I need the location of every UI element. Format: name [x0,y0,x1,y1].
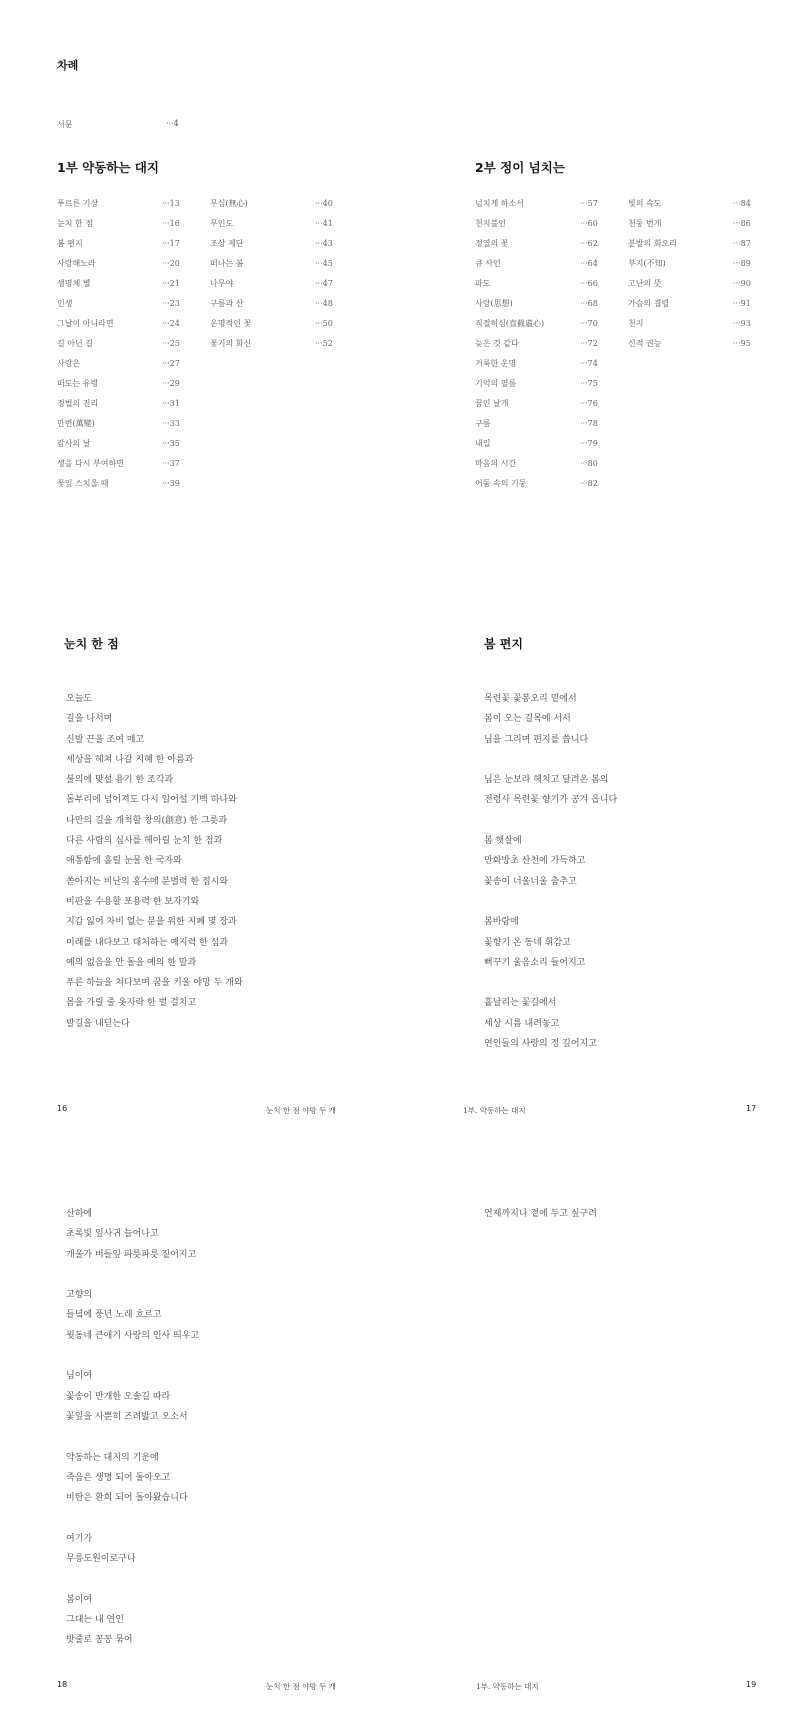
poem-title-nunchi: 눈치 한 점 [64,637,119,651]
poem-line: 연인들의 사랑의 정 깊어지고 [484,1039,597,1050]
poem-line: 불의에 맞설 용기 한 조각과 [66,775,174,786]
toc-entry-title: 사랑(思想) [475,299,513,308]
toc-entry [628,338,768,358]
toc-entry-title: 고난의 뜻 [628,279,662,288]
poem-body-bom-pyeonji [484,693,617,1058]
running-footer-right-1: 1부. 약동하는 대지 [463,1106,526,1115]
toc-entry [475,438,615,458]
toc-entry-title: 늦은 것 같다 [475,339,519,348]
toc-entry-page: ···79 [580,439,598,448]
stanza-break [66,1269,199,1289]
poem-line: 들녘에 풍년 노래 흐르고 [66,1310,162,1321]
toc-entry [628,258,768,278]
toc-entry-title: 무심(無心) [210,199,248,208]
toc-entry-page: ···20 [162,259,180,268]
poem-line: 비탄은 환희 되어 돌아왔습니다 [66,1493,188,1504]
toc-entry-title: 꽃기의 화신 [210,339,252,348]
stanza-break [66,1512,199,1532]
part1-heading: 1부 약동하는 대지 [57,160,159,175]
poem-line: 비판을 수용할 포용력 한 보자기와 [66,896,200,907]
toc-entry-title: 부지(不知) [628,259,666,268]
toc-entry-title: 어둠 속의 기둥 [475,479,527,488]
toc-entry [57,438,197,458]
toc-entry-title: 사랑은 [57,359,81,368]
stanza-break [484,977,617,997]
poem-line: 예의 없음을 안 돌을 예의 한 말과 [66,957,197,968]
stanza-break [66,1431,199,1451]
toc-entry-page: ···86 [733,219,751,228]
poem-line: 님이여 [66,1371,93,1382]
toc-entry-page: ···31 [162,399,180,408]
part2-heading: 2부 정이 넘치는 [475,160,565,175]
toc-entry-title: 꽃잎 스치울 때 [57,479,109,488]
toc-entry-page: ···33 [162,419,180,428]
toc-part1-col2 [210,198,350,358]
poem-line: 푸른 하늘을 쳐다보며 꿈을 키울 야망 두 개와 [66,978,243,989]
toc-entry-page: ···70 [580,319,598,328]
toc-entry [628,218,768,238]
poem-line: 그대는 내 연인 [66,1614,124,1625]
toc-entry-page: ···50 [315,319,333,328]
toc-entry [475,378,615,398]
toc-entry [57,218,197,238]
toc-entry-title: 정열의 꽃 [475,239,509,248]
toc-entry [475,298,615,318]
stanza-break [484,896,617,916]
toc-entry-title: 꿈인 날개 [475,399,509,408]
page-number-16: 16 [57,1104,68,1113]
toc-entry-page: ···95 [733,339,751,348]
toc-entry [475,258,615,278]
poem-line: 산하에 [66,1209,93,1219]
running-footer-left-1: 눈치 한 점 야망 두 개 [266,1106,336,1115]
toc-entry-page: ···35 [162,439,180,448]
poem-line: 나만의 길을 개척할 창의(創意) 한 그릇과 [66,815,228,826]
poem-line: 고향의 [66,1290,93,1301]
page-number-17: 17 [746,1104,757,1113]
toc-entry-title: 눈치 한 점 [57,219,93,228]
running-footer-right-2: 1부. 약동하는 대지 [476,1682,539,1691]
toc-entry-page: ···40 [315,199,333,208]
poem-line: 꽃송이 만개한 오솔길 따라 [66,1391,171,1402]
toc-entry-page: ···37 [162,459,180,468]
poem-line: 애통함에 흘릴 눈물 한 국자와 [66,856,182,867]
poem-line: 님은 눈보라 헤치고 달려온 봄의 [484,775,609,786]
toc-entry-title: 내일 [475,439,491,448]
poem-line: 신발 끈을 조여 매고 [66,734,145,745]
poem-title-bom-pyeonji: 봄 편지 [484,637,523,651]
page-number-18: 18 [57,1680,68,1689]
toc-entry [57,338,197,358]
toc-intro-title: 서문 [57,120,73,129]
toc-entry-page: ···39 [162,479,180,488]
toc-entry-title: 정법의 진리 [57,399,99,408]
poem-line: 봄바람에 [484,917,519,928]
stanza-break [66,1573,199,1593]
toc-entry-page: ···87 [733,239,751,248]
toc-entry-page: ···78 [580,419,598,428]
toc-entry-title: 분발의 회오리 [628,239,677,248]
toc-intro-page: ···4 [166,119,179,128]
toc-entry-page: ···47 [315,279,333,288]
toc-entry [475,198,615,218]
toc-entry-title: 빛의 속도 [628,199,662,208]
toc-entry [57,318,197,338]
poem-line: 꽃향기 온 동네 휘감고 [484,937,571,948]
toc-entry-title: 나무야 [210,279,234,288]
toc-entry-page: ···43 [315,239,333,248]
toc-entry-page: ···13 [162,199,180,208]
toc-entry-page: ···84 [733,199,751,208]
toc-entry [475,398,615,418]
toc-entry [475,278,615,298]
toc-entry-page: ···64 [580,259,598,268]
toc-entry-page: ···52 [315,339,333,348]
poem-line: 돌부리에 넘어져도 다시 일어설 기백 하나와 [66,795,237,806]
toc-entry-title: 무인도 [210,219,234,228]
toc-entry [475,458,615,478]
poem-line: 목련꽃 꽃봉오리 밑에서 [484,694,577,704]
toc-entry-page: ···60 [580,219,598,228]
toc-entry [210,218,350,238]
toc-entry-title: 가슴의 결렬 [628,299,670,308]
toc-entry [628,238,768,258]
poem-line: 개울가 버들잎 파릇파릇 짙어지고 [66,1249,197,1260]
toc-entry-page: ···17 [162,239,180,248]
toc-entry-page: ···21 [162,279,180,288]
toc-entry [475,418,615,438]
toc-entry-title: 신적 권능 [628,339,662,348]
toc-entry-title: 구름 [475,419,491,428]
toc-entry [57,398,197,418]
toc-entry-title: 떠나는 봄 [210,259,244,268]
toc-entry-page: ···89 [733,259,751,268]
toc-entry-page: ···45 [315,259,333,268]
poem-line: 약동하는 대지의 기운에 [66,1452,159,1463]
toc-entry-title: 봄 편지 [57,239,83,248]
toc-entry [210,198,350,218]
toc-entry [210,238,350,258]
toc-entry-title: 만변(萬變) [57,419,95,428]
toc-entry-page: ···62 [580,239,598,248]
toc-entry-page: ···75 [580,379,598,388]
stanza-break [484,815,617,835]
toc-entry [57,278,197,298]
poem-line: 흩날리는 꽃길에서 [484,998,557,1009]
page-number-19: 19 [746,1680,757,1689]
toc-entry-page: ···24 [162,319,180,328]
poem-line: 윗동네 큰애기 사랑의 인사 띄우고 [66,1330,200,1341]
toc-entry-title: 길 아닌 길 [57,339,93,348]
toc-entry [475,238,615,258]
toc-entry [628,278,768,298]
toc-entry-page: ···93 [733,319,751,328]
toc-entry-page: ···29 [162,379,180,388]
toc-entry [475,218,615,238]
toc-entry-page: ···90 [733,279,751,288]
toc-entry-title: 사랑해노라 [57,259,96,268]
toc-entry [475,358,615,378]
toc-entry-title: 떠도는 유령 [57,379,99,388]
toc-entry-title: 넘치게 하소서 [475,199,524,208]
toc-entry-title: 감사의 날 [57,439,91,448]
toc-entry-title: 천지 [628,319,644,328]
toc-entry-title: 천둥 번개 [628,219,662,228]
toc-entry [475,318,615,338]
poem-line: 세상 시름 내려놓고 [484,1018,560,1029]
poem-line: 발길을 내딛는다 [66,1018,130,1029]
toc-entry [57,478,197,498]
poem-line: 오늘도 [66,694,93,704]
toc-entry [628,298,768,318]
poem-line: 죽음은 생명 되어 돌아오고 [66,1472,171,1483]
toc-entry-title: 그날이 아니라면 [57,319,114,328]
toc-entry-page: ···23 [162,299,180,308]
poem-line: 님을 그리며 편지를 씁니다 [484,734,589,745]
toc-entry-title: 마음의 시간 [475,459,517,468]
poem-line: 몸을 가릴 줄 옷자락 한 벌 걸치고 [66,998,197,1009]
toc-entry [475,338,615,358]
toc-entry [57,458,197,478]
stanza-break [484,754,617,774]
poem-line: 세상을 헤쳐 나갈 지혜 한 아름과 [66,754,194,765]
toc-entry [57,298,197,318]
toc-entry [628,318,768,338]
toc-entry-page: ···66 [580,279,598,288]
poem-line: 초록빛 잎사귀 늘어나고 [66,1229,159,1240]
toc-entry-title: 거룩한 운명 [475,359,517,368]
toc-entry-page: ···27 [162,359,180,368]
toc-entry-title: 파도 [475,279,491,288]
toc-entry [475,478,615,498]
toc-entry-page: ···91 [733,299,751,308]
toc-entry [57,358,197,378]
toc-entry-title: 인생 [57,299,73,308]
poem-line: 봄이여 [66,1594,93,1605]
toc-part2-col1 [475,198,615,498]
poem-body-continued-left [66,1208,199,1655]
toc-entry [57,258,197,278]
poem-line: 꽃송이 너울너울 춤추고 [484,876,577,887]
toc-entry-title: 구름과 산 [210,299,244,308]
toc-entry [210,298,350,318]
toc-entry [210,338,350,358]
stanza-break [66,1350,199,1370]
toc-entry [210,318,350,338]
toc-entry-page: ···16 [162,219,180,228]
toc-entry-page: ···41 [315,219,333,228]
poem-body-continued-right [484,1208,597,1228]
toc-entry-title: 기억의 필름 [475,379,517,388]
toc-entry-page: ···57 [580,199,598,208]
poem-line: 미래를 내다보고 대처하는 예지력 한 섬과 [66,937,229,948]
toc-entry-page: ···25 [162,339,180,348]
poem-body-nunchi [66,693,243,1038]
toc-entry-page: ···72 [580,339,598,348]
poem-line: 언제까지나 곁에 두고 싶구려 [484,1209,597,1219]
toc-entry-title: 생명체 별 [57,279,91,288]
toc-entry-page: ···76 [580,399,598,408]
toc-entry-title: 천지불인 [475,219,506,228]
poem-line: 전령사 목련꽃 향기가 공겨 옵니다 [484,795,618,806]
toc-entry-title: 조상 제단 [210,239,244,248]
poem-line: 길을 나서며 [66,714,113,725]
toc-entry-page: ···48 [315,299,333,308]
toc-part1-col1 [57,198,197,498]
poem-line: 지갑 잃어 차비 없는 분을 위한 지폐 몇 장과 [66,917,237,928]
poem-line: 여기가 [66,1533,93,1544]
poem-line: 뻐꾸기 울음소리 들어지고 [484,957,586,968]
toc-entry [57,378,197,398]
toc-entry-title: 생을 다시 부여하면 [57,459,124,468]
poem-line: 밧줄로 꽁꽁 묶어 [66,1635,133,1646]
toc-part2-col2 [628,198,768,358]
poem-line: 만화방초 산천에 가득하고 [484,856,586,867]
toc-entry [57,238,197,258]
toc-entry-title: 직절허심(直截虛心) [475,319,545,328]
toc-entry-page: ···82 [580,479,598,488]
poem-line: 쏟아지는 비난의 홍수에 분별력 한 접시와 [66,876,229,887]
poem-line: 다른 사람의 심사를 헤아릴 눈치 한 점과 [66,836,223,847]
toc-entry-title: 푸르른 기상 [57,199,99,208]
toc-entry [210,278,350,298]
toc-entry-title: 큐 사인 [475,259,501,268]
running-footer-left-2: 눈치 한 점 야망 두 개 [266,1682,336,1691]
toc-entry [57,418,197,438]
toc-entry-title: 운명적인 꽃 [210,319,252,328]
poem-line: 봄 햇살에 [484,836,522,847]
toc-title: 차례 [57,59,79,72]
toc-entry-page: ···68 [580,299,598,308]
toc-entry-page: ···80 [580,459,598,468]
poem-line: 봄이 오는 길목에 서서 [484,714,571,725]
toc-entry [210,258,350,278]
toc-entry [57,198,197,218]
poem-line: 무릉도원이로구나 [66,1554,136,1565]
toc-entry [628,198,768,218]
toc-entry-page: ···74 [580,359,598,368]
poem-line: 꽃잎을 사뿐히 즈려밟고 오소서 [66,1411,188,1422]
